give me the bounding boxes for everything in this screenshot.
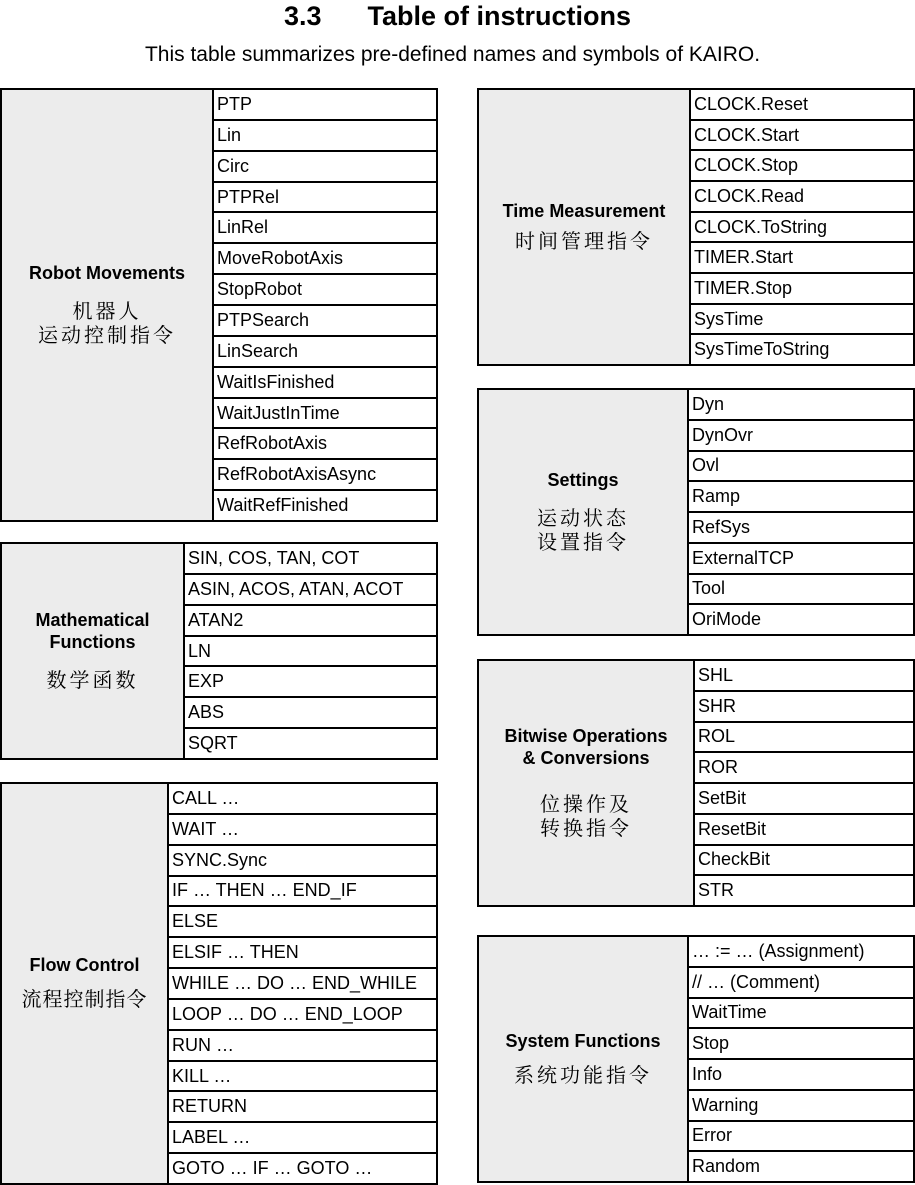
instruction-item: RefSys <box>689 513 913 544</box>
instruction-item: PTP <box>214 90 436 121</box>
instruction-item: ResetBit <box>695 815 913 846</box>
instruction-item: RUN … <box>169 1031 436 1062</box>
instruction-item: EXP <box>185 667 436 698</box>
instruction-list <box>695 661 913 905</box>
instruction-item: PTPRel <box>214 183 436 214</box>
instruction-item: ELSE <box>169 907 436 938</box>
category-title: Robot Movements <box>28 262 185 283</box>
category-cell <box>2 784 169 1183</box>
instruction-item: SIN, COS, TAN, COT <box>185 544 436 575</box>
instruction-item: LN <box>185 637 436 668</box>
category-title-zh-line: 位操作及 <box>540 791 632 816</box>
category-title-zh <box>515 228 653 255</box>
instruction-item: Stop <box>689 1029 913 1060</box>
category-title-zh-line: 时间管理指令 <box>515 228 653 253</box>
instruction-item: Tool <box>689 575 913 606</box>
instruction-item: Dyn <box>689 390 913 421</box>
category-title <box>504 725 667 769</box>
instruction-item: WaitIsFinished <box>214 368 436 399</box>
instruction-list <box>689 937 913 1181</box>
instruction-item: RefRobotAxis <box>214 429 436 460</box>
instruction-item: CLOCK.Reset <box>691 90 913 121</box>
instruction-item: CLOCK.Stop <box>691 151 913 182</box>
instruction-item: WaitTime <box>689 999 913 1030</box>
instruction-item: LOOP … DO … END_LOOP <box>169 1000 436 1031</box>
instruction-item: ATAN2 <box>185 606 436 637</box>
category-title-zh-line: 运动状态 <box>537 505 629 530</box>
instruction-item: OriMode <box>692 609 762 630</box>
instruction-item: SQRT <box>188 733 238 754</box>
instruction-item: CLOCK.Start <box>691 121 913 152</box>
instruction-item: CLOCK.ToString <box>691 213 913 244</box>
group-settings <box>477 388 915 636</box>
category-title: Settings <box>547 469 619 490</box>
category-cell <box>2 544 185 758</box>
instruction-item: Circ <box>214 152 436 183</box>
category-title-zh <box>540 791 632 842</box>
instruction-item: CheckBit <box>695 846 913 877</box>
instruction-item: LABEL … <box>169 1123 436 1154</box>
category-title-zh <box>537 505 629 556</box>
instruction-item: SetBit <box>695 784 913 815</box>
instruction-item: DynOvr <box>689 421 913 452</box>
category-title-zh-line: 机器人 <box>72 298 142 323</box>
instruction-item: CLOCK.Read <box>691 182 913 213</box>
instruction-item: ASIN, ACOS, ATAN, ACOT <box>185 575 436 606</box>
category-title <box>35 609 149 653</box>
instruction-item: WaitRefFinished <box>217 495 349 516</box>
instruction-list <box>185 544 436 758</box>
category-title: Flow Control <box>29 955 140 975</box>
category-title-zh-line: 运动控制指令 <box>38 322 176 347</box>
instruction-item: LinSearch <box>214 337 436 368</box>
instruction-item: MoveRobotAxis <box>214 244 436 275</box>
instruction-item: ABS <box>185 698 436 729</box>
instruction-list <box>689 390 913 634</box>
category-title: Time Measurement <box>502 200 666 221</box>
category-title-zh <box>22 986 148 1013</box>
category-title-zh-line: 系统功能指令 <box>514 1062 652 1087</box>
instruction-item: RefRobotAxisAsync <box>214 460 436 491</box>
instruction-list <box>169 784 436 1183</box>
instruction-item: LinRel <box>214 213 436 244</box>
group-robot-movements <box>0 88 438 522</box>
instruction-item: Info <box>689 1060 913 1091</box>
instruction-item: SYNC.Sync <box>169 846 436 877</box>
instruction-item: ExternalTCP <box>689 544 913 575</box>
instruction-item: STR <box>698 880 734 901</box>
instruction-item: KILL … <box>169 1062 436 1093</box>
group-time-measurement <box>477 88 915 366</box>
instruction-item: SHR <box>695 692 913 723</box>
category-title-line: & Conversions <box>522 747 650 768</box>
section-number: 3.3 <box>283 1 322 31</box>
category-title: System Functions <box>505 1030 661 1051</box>
instruction-item: ROL <box>695 723 913 754</box>
instruction-item: GOTO … IF … GOTO … <box>172 1158 373 1179</box>
category-cell <box>2 90 214 520</box>
instruction-item: … := … (Assignment) <box>689 937 913 968</box>
category-cell <box>479 390 689 634</box>
category-title-zh <box>514 1062 652 1089</box>
section-title: Table of instructions <box>367 1 632 31</box>
instruction-item: Ovl <box>689 452 913 483</box>
category-title-zh <box>47 667 139 694</box>
category-title-zh-line: 设置指令 <box>537 529 629 554</box>
instruction-item: Lin <box>214 121 436 152</box>
category-title-line: Mathematical <box>35 609 150 630</box>
instruction-item: Warning <box>689 1091 913 1122</box>
instruction-item: IF … THEN … END_IF <box>169 877 436 908</box>
instruction-item: Random <box>692 1156 761 1177</box>
instruction-item: RETURN <box>169 1092 436 1123</box>
category-title-line: Functions <box>49 631 136 652</box>
category-cell <box>479 661 695 905</box>
instruction-item: Ramp <box>689 482 913 513</box>
group-bitwise-operations <box>477 659 915 907</box>
instruction-item: TIMER.Start <box>691 243 913 274</box>
instruction-item: CALL … <box>169 784 436 815</box>
instruction-item: WHILE … DO … END_WHILE <box>169 969 436 1000</box>
category-title-line: Bitwise Operations <box>504 725 668 746</box>
instruction-item: ELSIF … THEN <box>169 938 436 969</box>
instruction-item: // … (Comment) <box>689 968 913 999</box>
instruction-list <box>214 90 436 520</box>
instruction-item: PTPSearch <box>214 306 436 337</box>
group-mathematical-functions <box>0 542 438 760</box>
instruction-item: SysTimeToString <box>694 339 830 360</box>
instruction-item: TIMER.Stop <box>691 274 913 305</box>
group-flow-control <box>0 782 438 1185</box>
category-title-zh-line: 数学函数 <box>46 667 139 692</box>
instruction-item: WaitJustInTime <box>214 399 436 430</box>
instruction-item: SHL <box>695 661 913 692</box>
group-system-functions <box>477 935 915 1183</box>
category-title-zh-line: 转换指令 <box>540 815 632 840</box>
instruction-list <box>691 90 913 364</box>
category-cell <box>479 937 689 1181</box>
instruction-item: WAIT … <box>169 815 436 846</box>
instruction-item: ROR <box>695 753 913 784</box>
category-cell <box>479 90 691 364</box>
category-title-zh-line: 流程控制指令 <box>21 987 148 1011</box>
category-title-zh <box>38 298 176 349</box>
instruction-item: Error <box>689 1122 913 1153</box>
instruction-item: SysTime <box>691 305 913 336</box>
section-heading <box>0 0 915 32</box>
instruction-item: StopRobot <box>214 275 436 306</box>
section-subtitle: This table summarizes pre-defined names and symbols of KAIRO. <box>144 43 761 66</box>
